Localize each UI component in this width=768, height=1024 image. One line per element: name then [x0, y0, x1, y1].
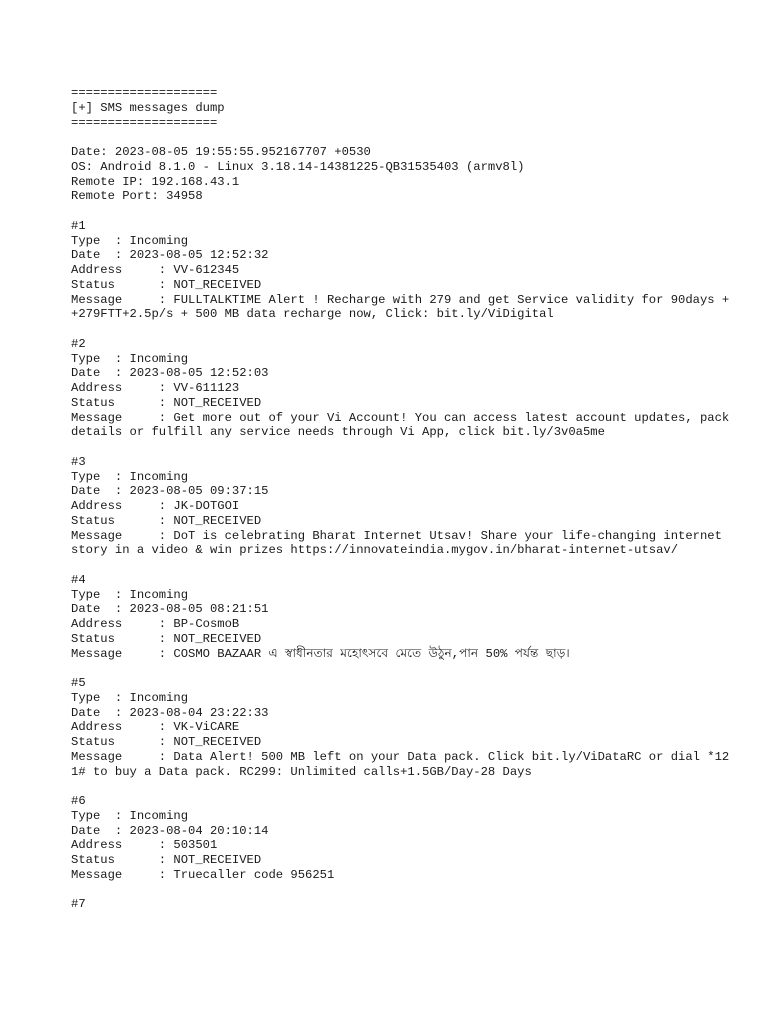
sms-entry	[71, 573, 731, 662]
spacer	[71, 130, 731, 145]
sms-type: Type : Incoming	[71, 587, 189, 602]
sms-entry	[71, 455, 731, 558]
sms-index: #1	[71, 218, 86, 233]
sms-message: Message : DoT is celebrating Bharat Internet Utsav! Share your life-changing internet story in a video & win prizes https://innovateindia.mygov.in/bharat-internet-utsav/	[71, 528, 730, 558]
sms-status: Status : NOT_RECEIVED	[71, 631, 262, 646]
sms-index: #4	[71, 572, 86, 587]
sms-index: #7	[71, 897, 86, 912]
sms-address: Address : VK-ViCARE	[71, 720, 240, 735]
sms-index: #5	[71, 676, 86, 690]
sms-message: Message : Truecaller code 956251	[71, 867, 335, 882]
dump-date: Date: 2023-08-05 19:55:55.952167707 +0530	[71, 145, 371, 159]
sms-dump-document	[71, 86, 737, 912]
sms-date: Date : 2023-08-05 12:52:03	[71, 366, 269, 381]
sms-index: #2	[71, 336, 86, 351]
sms-entry	[71, 336, 737, 440]
sms-entry	[71, 794, 731, 883]
sms-date: Date : 2023-08-04 20:10:14	[71, 823, 269, 838]
sms-type: Type : Incoming	[71, 233, 189, 248]
sms-index: #6	[71, 794, 86, 808]
sms-address: Address : 503501	[71, 838, 218, 853]
sms-index: #3	[71, 454, 86, 469]
sms-address: Address : VV-611123	[71, 381, 240, 395]
sms-type: Type : Incoming	[71, 808, 189, 823]
header-rule-top: ====================	[71, 86, 218, 100]
sms-message: Message : Data Alert! 500 MB left on your Data pack. Click bit.ly/ViDataRC or dial *121# to buy a Data pack. RC299: Unlimited calls+1.5GB/Day-28 Days	[71, 749, 730, 779]
sms-status: Status : NOT_RECEIVED	[71, 277, 262, 292]
sms-address: Address : VV-612345	[71, 263, 240, 277]
sms-status: Status : NOT_RECEIVED	[71, 853, 262, 867]
remote-port: Remote Port: 34958	[71, 189, 203, 204]
sms-address: Address : BP-CosmoB	[71, 617, 240, 631]
sms-address: Address : JK-DOTGOI	[71, 499, 240, 513]
sms-type: Type : Incoming	[71, 351, 189, 366]
sms-status: Status : NOT_RECEIVED	[71, 513, 262, 528]
spacer	[71, 558, 731, 573]
sms-message: Message : FULLTALKTIME Alert ! Recharge with 279 and get Service validity for 90days + +279FTT+2.5p/s + 500 MB data recharge now, Click: bit.ly/ViDigital	[71, 292, 737, 322]
document-title: [+] SMS messages dump	[71, 100, 225, 115]
os-info: OS: Android 8.1.0 - Linux 3.18.14-14381225-QB31535403 (armv8l)	[71, 159, 525, 174]
spacer	[71, 440, 731, 455]
sms-message: Message : Get more out of your Vi Account! You can access latest account updates, pack details or fulfill any service needs through Vi App, click bit.ly/3v0a5me	[71, 410, 737, 440]
spacer	[71, 661, 731, 676]
sms-date: Date : 2023-08-05 12:52:32	[71, 248, 269, 263]
spacer	[71, 322, 731, 337]
remote-ip: Remote IP: 192.168.43.1	[71, 174, 240, 189]
spacer	[71, 883, 731, 898]
sms-status: Status : NOT_RECEIVED	[71, 395, 262, 410]
spacer	[71, 204, 731, 219]
sms-status: Status : NOT_RECEIVED	[71, 735, 262, 749]
sms-date: Date : 2023-08-04 23:22:33	[71, 705, 269, 720]
sms-date: Date : 2023-08-05 08:21:51	[71, 602, 269, 617]
sms-entry	[71, 218, 737, 322]
sms-date: Date : 2023-08-05 09:37:15	[71, 484, 269, 499]
sms-type: Type : Incoming	[71, 469, 189, 484]
sms-entry	[71, 676, 731, 779]
sms-message: Message : COSMO BAZAAR এ স্বাধীনতার মহোৎসবে মেতে উঠুন,পান 50% পর্যন্ত ছাড়।	[71, 646, 570, 661]
header-rule-bottom: ====================	[71, 115, 218, 130]
spacer	[71, 779, 731, 794]
sms-type: Type : Incoming	[71, 690, 189, 705]
